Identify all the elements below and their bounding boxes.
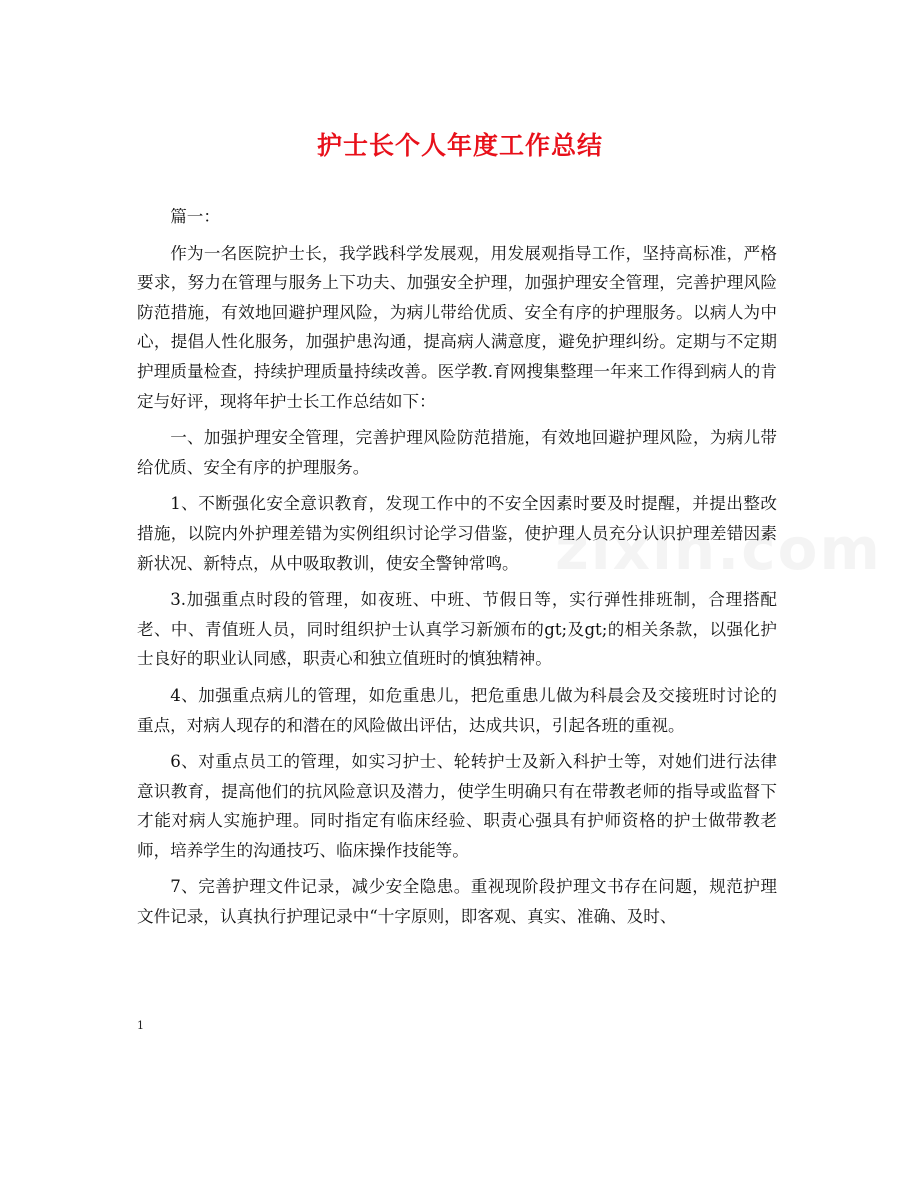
paragraph: 3.加强重点时段的管理，如夜班、中班、节假日等，实行弹性排班制，合理搭配老、中、青值班人员，同时组织护士认真学习新颁布的gt;及gt;的相关条款，以强化护士良好的职业认同感，职责心和独立值班时的慎独精神。: [137, 590, 777, 669]
paragraph: 一、加强护理安全管理，完善护理风险防范措施，有效地回避护理风险，为病儿带给优质、安全有序的护理服务。: [137, 428, 777, 477]
paragraph: 4、加强重点病儿的管理，如危重患儿，把危重患儿做为科晨会及交接班时讨论的重点，对病人现存的和潜在的风险做出评估，达成共识，引起各班的重视。: [137, 685, 777, 735]
paragraph: 篇一：: [170, 207, 220, 226]
paragraph: 6、对重点员工的管理，如实习护士、轮转护士及新入科护士等，对她们进行法律意识教育，提高他们的抗风险意识及潜力，使学生明确只有在带教老师的指导或监督下才能对病人实施护理。同时指定有临床经验、职责心强具有护师资格的护士做带教老师，培养学生的沟通技巧、临床操作技能等。: [137, 752, 777, 860]
document-body: [137, 202, 777, 939]
paragraph: 7、完善护理文件记录，减少安全隐患。重视现阶段护理文书存在问题，规范护理文件记录，认真执行护理记录中“十字原则，即客观、真实、准确、及时、: [137, 877, 777, 927]
paragraph: 1、不断强化安全意识教育，发现工作中的不安全因素时要及时提醒，并提出整改措施，以院内外护理差错为实例组织讨论学习借鉴，使护理人员充分认识护理差错因素新状况、新特点，从中吸取教训，使安全警钟常鸣。: [137, 494, 777, 573]
document-title: 护士长个人年度工作总结: [316, 131, 603, 160]
paragraph: 作为一名医院护士长，我学践科学发展观，用发展观指导工作，坚持高标准，严格要求，努力在管理与服务上下功夫、加强安全护理，加强护理安全管理，完善护理风险防范措施，有效地回避护理风险，为病儿带给优质、安全有序的护理服务。以病人为中心，提倡人性化服务，加强护患沟通，提高病人满意度，避免护理纠纷。定期与不定期护理质量检查，持续护理质量持续改善。医学教.育网搜集整理一年来工作得到病人的肯定与好评，现将年护士长工作总结如下：: [137, 243, 777, 411]
page-number: 1: [137, 1019, 144, 1032]
